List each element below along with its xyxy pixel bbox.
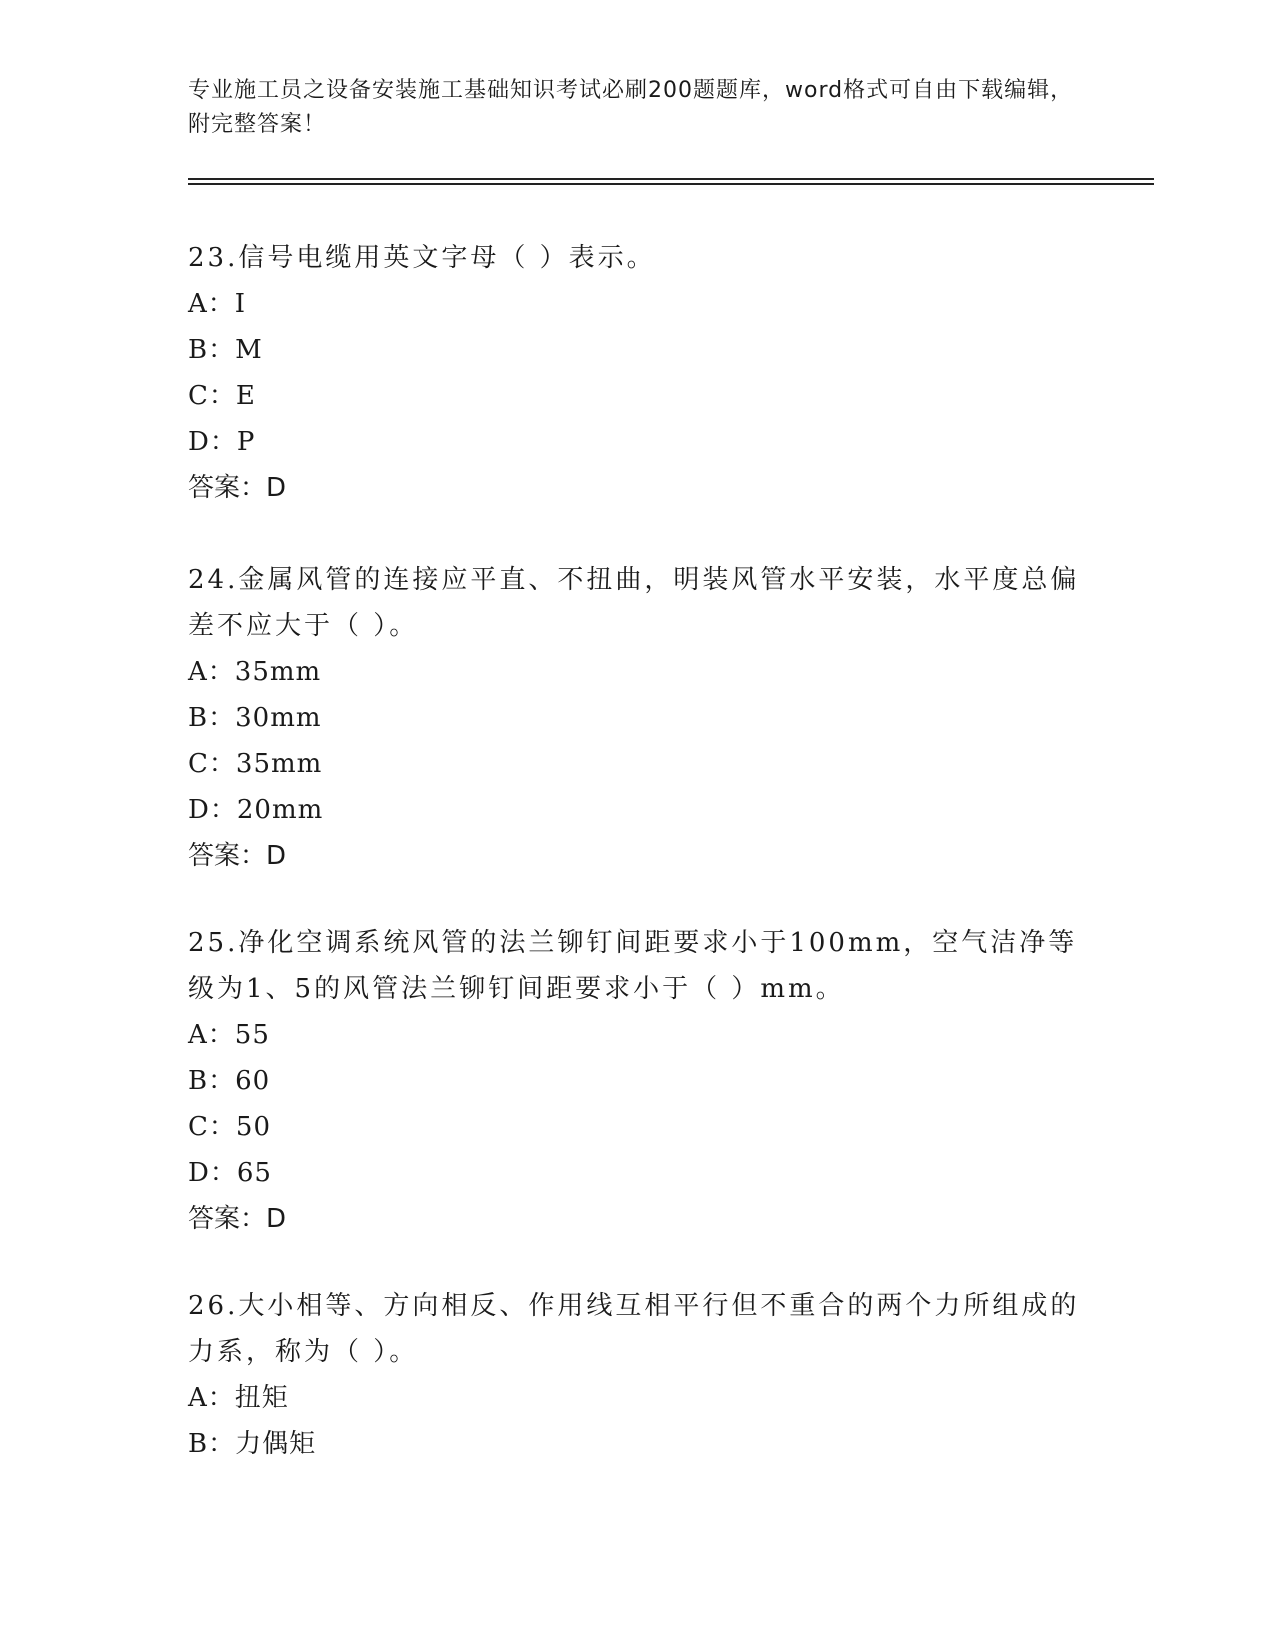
option-key: B： (188, 1429, 236, 1459)
question-text: 26.大小相等、方向相反、作用线互相平行但不重合的两个力所组成的力系，称为（ ）。 (188, 1291, 1080, 1367)
option-c (188, 373, 1088, 419)
option-a (188, 1012, 1088, 1058)
option-value: 力偶矩 (235, 1429, 317, 1459)
question-24 (188, 557, 1088, 879)
option-key: A： (188, 1383, 235, 1413)
question-text: 25.净化空调系统风管的法兰铆钉间距要求小于100mm，空气洁净等级为1、5的风管法兰铆钉间距要求小于（ ）mm。 (188, 928, 1078, 1004)
answer-line: 答案：D (188, 1204, 287, 1234)
answer-line: 答案：D (188, 841, 287, 871)
option-value: 20mm (236, 795, 324, 825)
option-a (188, 649, 1088, 695)
document-header: 专业施工员之设备安装施工基础知识考试必刷200题题库，word格式可自由下载编辑，附完整答案！ (188, 78, 1074, 137)
option-value: 35mm (234, 657, 322, 687)
option-value: 65 (236, 1158, 272, 1188)
option-key: B： (188, 1066, 236, 1096)
option-key: D： (188, 1158, 237, 1188)
header-divider-bottom (188, 183, 1154, 185)
option-c (188, 741, 1088, 787)
option-d (188, 419, 1088, 465)
option-value: E (235, 381, 256, 411)
option-b (188, 327, 1088, 373)
option-c (188, 1104, 1088, 1150)
option-b (188, 695, 1088, 741)
option-key: C： (188, 749, 236, 779)
option-value: 60 (235, 1066, 271, 1096)
option-key: D： (188, 795, 237, 825)
option-value: 55 (234, 1020, 270, 1050)
option-value: 30mm (235, 703, 322, 733)
option-key: A： (188, 289, 235, 319)
option-key: A： (188, 1020, 235, 1050)
question-text: 23.信号电缆用英文字母（ ）表示。 (188, 243, 656, 273)
option-key: D： (188, 427, 237, 457)
option-value: 35mm (235, 749, 323, 779)
question-25 (188, 920, 1088, 1242)
option-value: I (234, 289, 247, 319)
option-key: C： (188, 381, 236, 411)
option-key: C： (188, 1112, 236, 1142)
question-26 (188, 1283, 1088, 1467)
option-key: B： (188, 335, 236, 365)
answer-line: 答案：D (188, 473, 287, 503)
option-b (188, 1058, 1088, 1104)
option-value: P (236, 427, 256, 457)
option-a (188, 281, 1088, 327)
option-key: B： (188, 703, 236, 733)
option-b (188, 1421, 1088, 1467)
option-d (188, 787, 1088, 833)
option-value: M (235, 335, 263, 365)
header-divider-top (188, 178, 1154, 180)
option-key: A： (188, 657, 235, 687)
option-d (188, 1150, 1088, 1196)
option-a (188, 1375, 1088, 1421)
question-text: 24.金属风管的连接应平直、不扭曲，明装风管水平安装，水平度总偏差不应大于（ ）。 (188, 565, 1080, 641)
question-23 (188, 235, 1088, 511)
option-value: 50 (235, 1112, 271, 1142)
option-value: 扭矩 (234, 1383, 289, 1413)
